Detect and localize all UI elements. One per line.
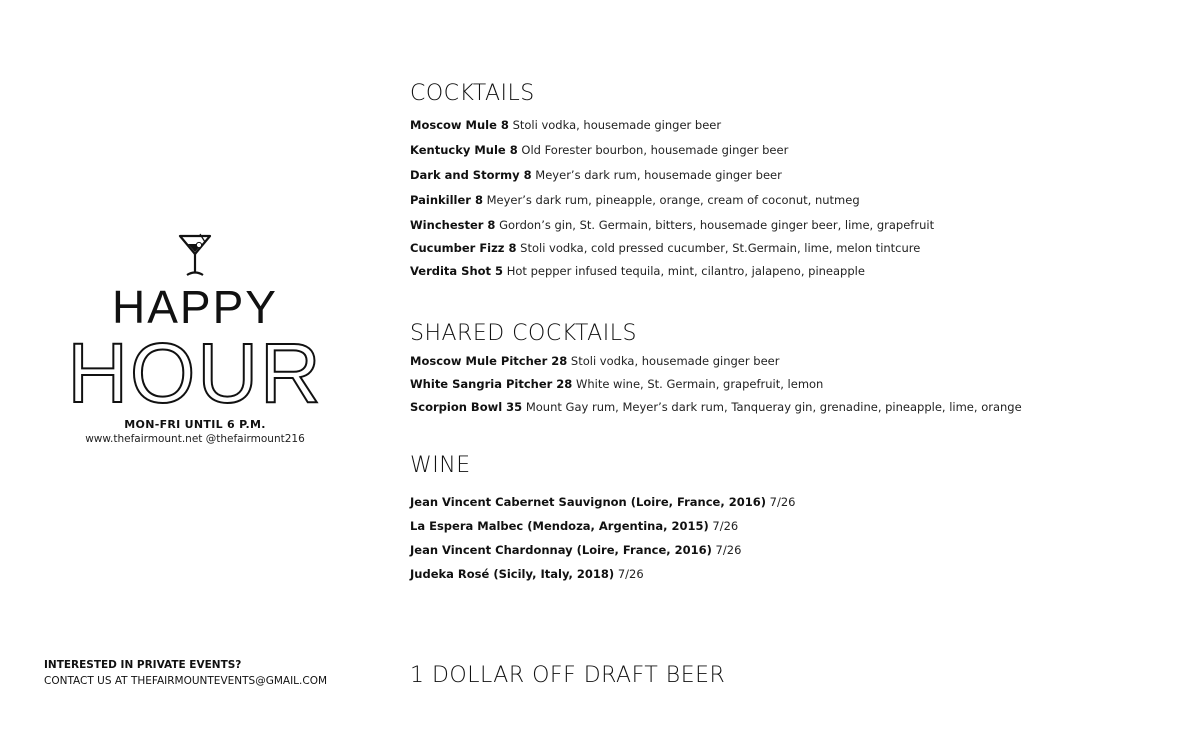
- item-description: White wine, St. Germain, grapefruit, lemon: [572, 377, 824, 391]
- happy-heading: HAPPY: [112, 281, 278, 333]
- wine-section: [410, 452, 795, 591]
- shared-cocktails-section: [410, 320, 1022, 423]
- menu-item: [410, 143, 1170, 157]
- item-name: Painkiller 8: [410, 193, 483, 207]
- item-name: Winchester 8: [410, 218, 496, 232]
- menu-item: [410, 377, 1022, 391]
- menu-item: [410, 241, 1170, 255]
- item-price: 7/26: [614, 567, 644, 581]
- item-price: 7/26: [711, 543, 742, 557]
- item-name: Verdita Shot 5: [410, 264, 504, 278]
- draft-beer-section: [410, 662, 725, 690]
- cocktail-list: [410, 118, 1170, 278]
- section-title: 1 DOLLAR OFF DRAFT BEER: [410, 663, 726, 688]
- wine-list: [410, 495, 795, 581]
- item-description: Mount Gay rum, Meyer’s dark rum, Tanqueray gin, grenadine, pineapple, lime, orange: [522, 400, 1022, 414]
- private-events-contact: CONTACT US AT THEFAIRMOUNTEVENTS@GMAIL.COM: [44, 675, 328, 687]
- item-description: Stoli vodka, housemade ginger beer: [508, 118, 722, 132]
- item-description: Stoli vodka, cold pressed cucumber, St.Germain, lime, melon tintcure: [516, 241, 921, 255]
- shared-cocktail-list: [410, 354, 1022, 414]
- menu-item: [410, 218, 1170, 232]
- item-name: Jean Vincent Chardonnay (Loire, France, 2016): [410, 543, 712, 557]
- hour-heading: HOUR: [67, 326, 323, 420]
- menu-item: [410, 118, 1170, 132]
- item-name: Cucumber Fizz 8: [410, 241, 517, 255]
- item-price: 7/26: [766, 495, 796, 509]
- item-name: Moscow Mule Pitcher 28: [410, 354, 568, 368]
- hours-schedule: MON-FRI UNTIL 6 P.M.: [124, 418, 266, 431]
- item-name: Kentucky Mule 8: [410, 143, 518, 157]
- item-name: Dark and Stormy 8: [410, 168, 532, 182]
- item-name: Scorpion Bowl 35: [410, 400, 523, 414]
- menu-item: [410, 400, 1022, 414]
- martini-glass-icon: [178, 232, 212, 278]
- item-name: La Espera Malbec (Mendoza, Argentina, 2015): [410, 519, 709, 533]
- private-events-question: INTERESTED IN PRIVATE EVENTS?: [44, 659, 242, 671]
- item-price: 7/26: [708, 519, 739, 533]
- menu-item: [410, 264, 1170, 278]
- menu-item: [410, 543, 795, 557]
- section-title: SHARED COCKTAILS: [410, 321, 637, 346]
- item-name: Moscow Mule 8: [410, 118, 509, 132]
- section-title: COCKTAILS: [410, 81, 535, 106]
- menu-item: [410, 168, 1170, 182]
- item-description: Meyer’s dark rum, housemade ginger beer: [531, 168, 782, 182]
- happy-hour-logo: [60, 232, 330, 445]
- section-title: WINE: [410, 453, 471, 478]
- private-events-info: [44, 657, 327, 689]
- menu-item: [410, 567, 795, 581]
- menu: [410, 80, 1170, 688]
- website-social: www.thefairmount.net @thefairmount216: [85, 433, 305, 445]
- item-description: Old Forester bourbon, housemade ginger beer: [517, 143, 789, 157]
- menu-item: [410, 495, 795, 509]
- item-description: Hot pepper infused tequila, mint, cilantro, jalapeno, pineapple: [503, 264, 865, 278]
- item-description: Stoli vodka, housemade ginger beer: [567, 354, 780, 368]
- item-description: Meyer’s dark rum, pineapple, orange, cream of coconut, nutmeg: [482, 193, 860, 207]
- cocktails-section: [410, 80, 1170, 278]
- item-name: White Sangria Pitcher 28: [410, 377, 573, 391]
- menu-item: [410, 354, 1022, 368]
- item-name: Judeka Rosé (Sicily, Italy, 2018): [410, 567, 615, 581]
- item-description: Gordon’s gin, St. Germain, bitters, housemade ginger beer, lime, grapefruit: [495, 218, 935, 232]
- menu-item: [410, 519, 795, 533]
- item-name: Jean Vincent Cabernet Sauvignon (Loire, France, 2016): [410, 495, 766, 509]
- menu-item: [410, 193, 1170, 207]
